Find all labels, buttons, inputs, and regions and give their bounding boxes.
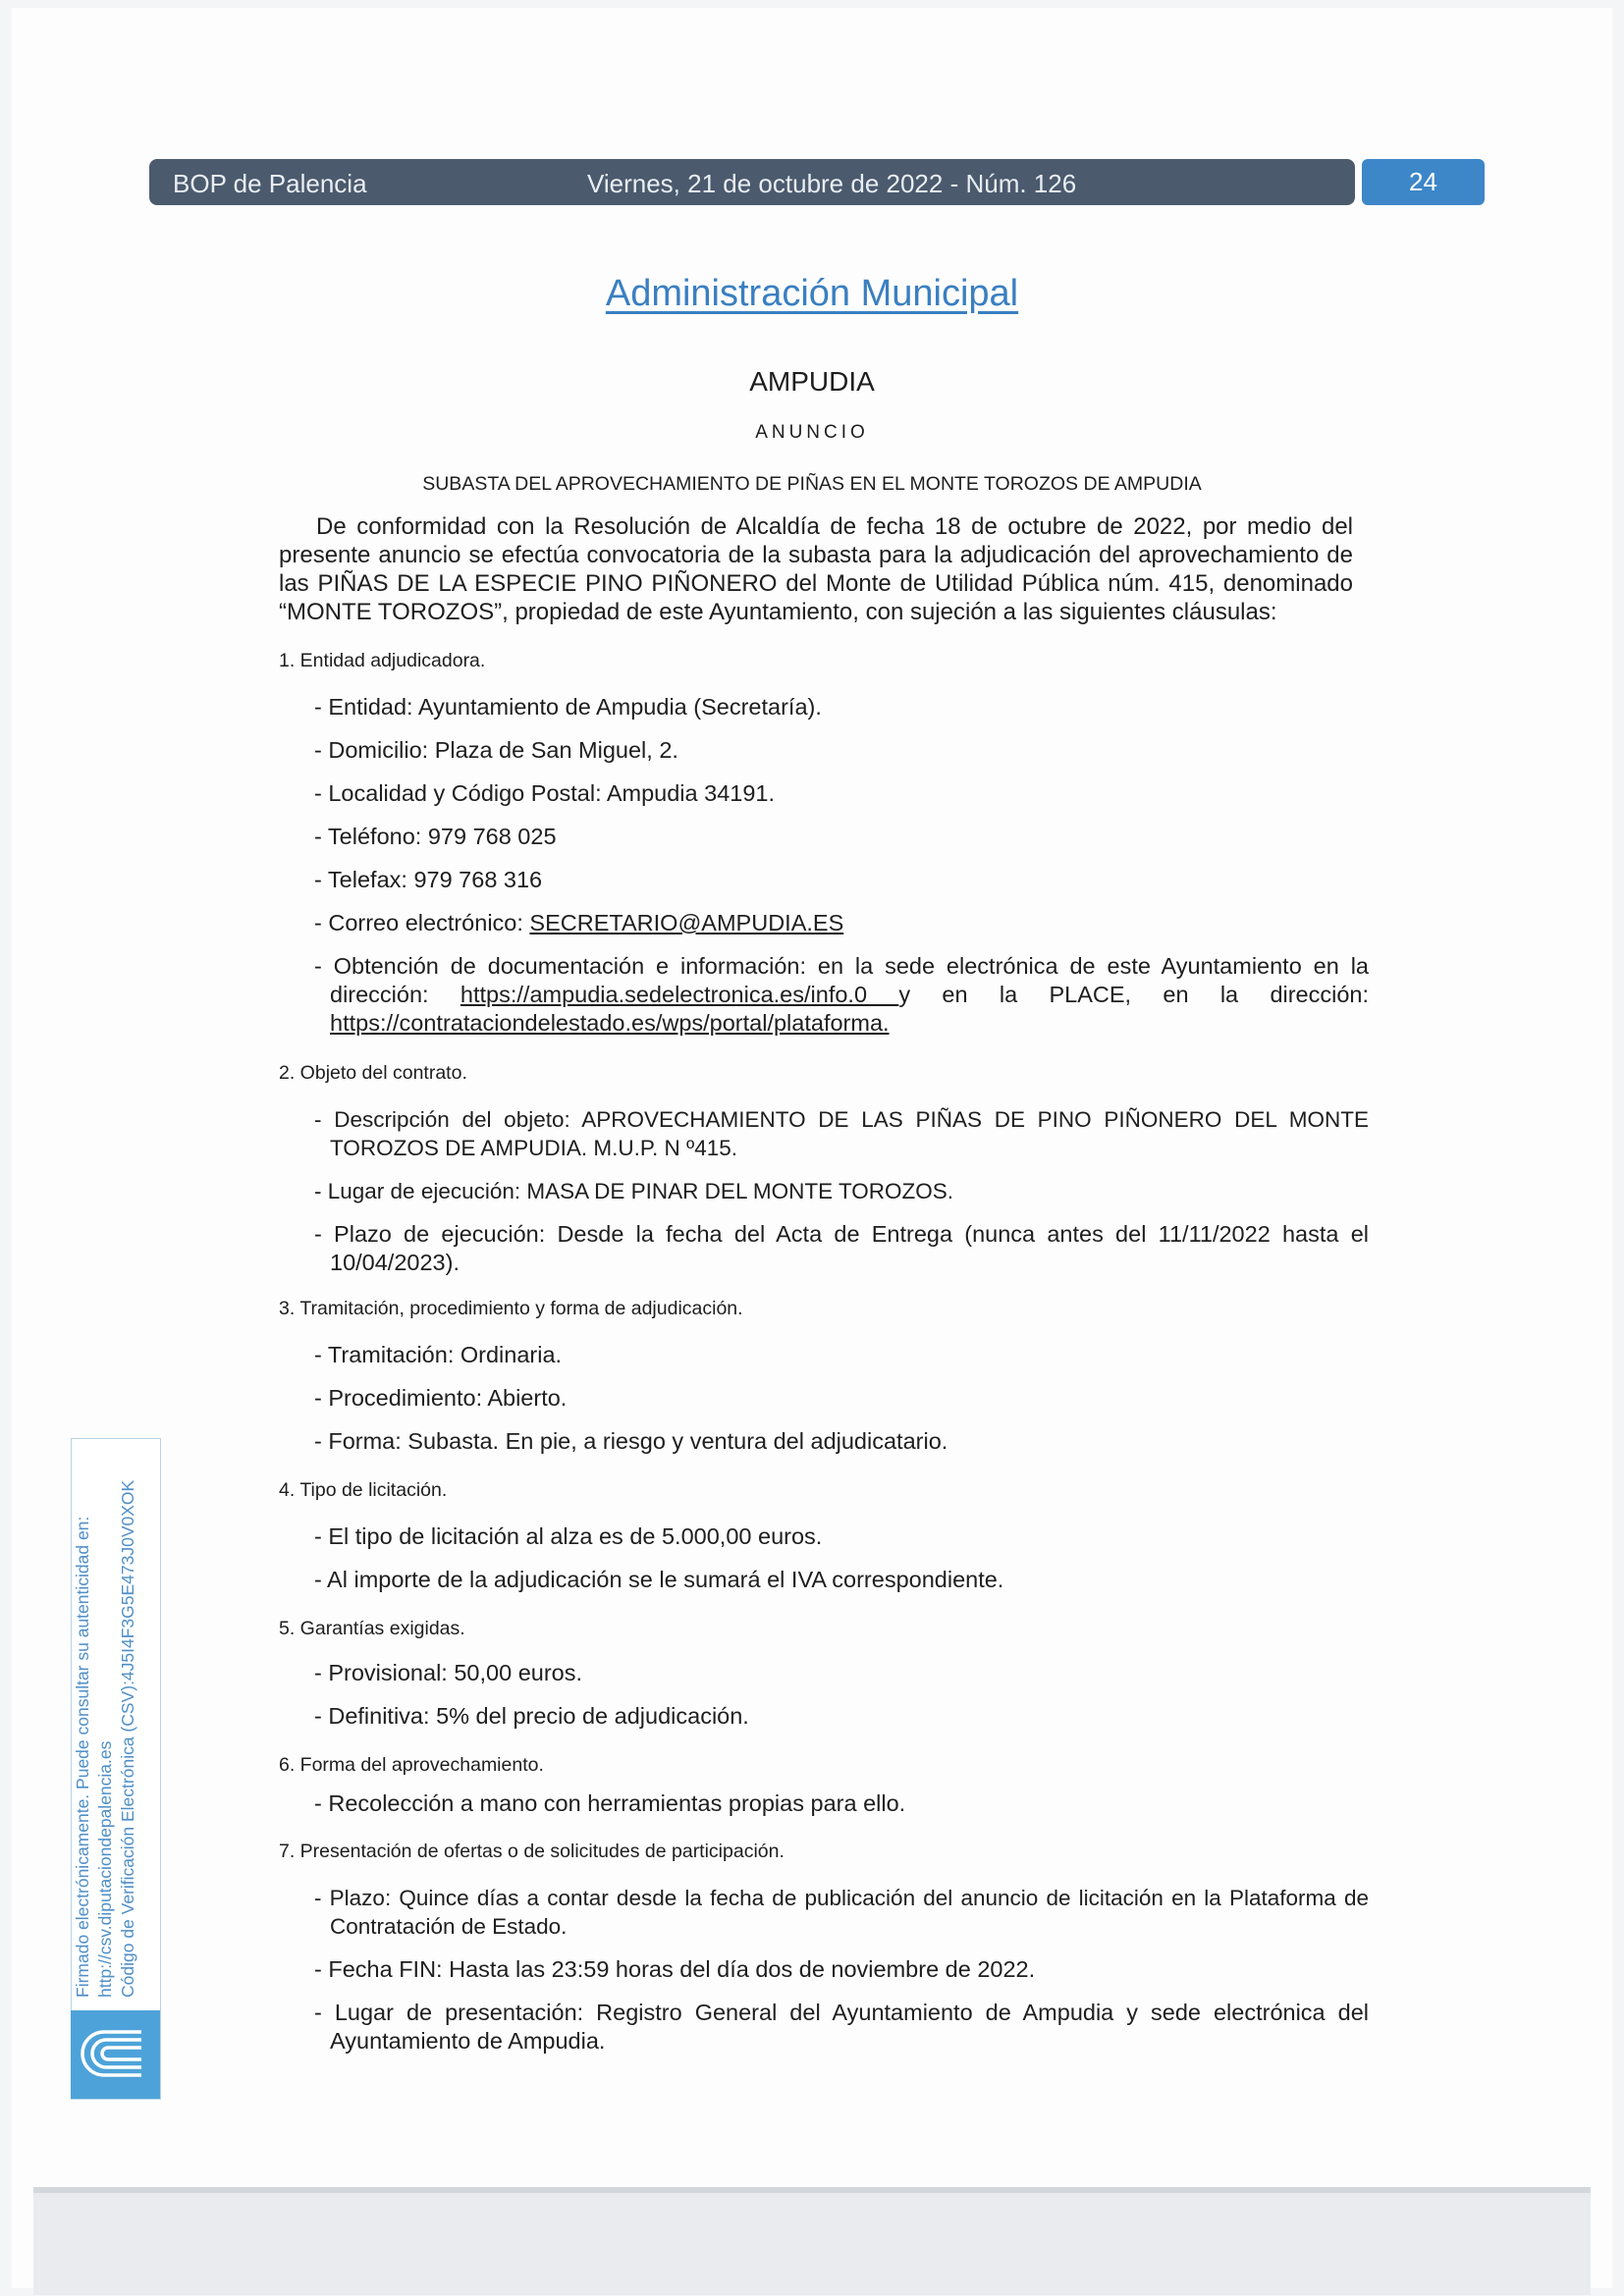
issue-date: Viernes, 21 de octubre de 2022 - Núm. 126 [587, 169, 1077, 198]
list-item: - Teléfono: 979 768 025 [314, 824, 557, 849]
header-bar [149, 159, 1355, 205]
section-heading-2: 2. Objeto del contrato. [279, 1062, 467, 1084]
list-item: - El tipo de licitación al alza es de 5.000,00 euros. [314, 1523, 823, 1549]
email-label: - Correo electrónico: [314, 910, 530, 935]
list-item: - Al importe de la adjudicación se le sumará el IVA correspondiente. [314, 1567, 1004, 1592]
list-item: - Plazo: Quince días a contar desde la fecha de publicación del anuncio de licitación en la Plataforma de Contratación de Estado. [314, 1886, 1369, 1939]
section-heading-4: 4. Tipo de licitación. [279, 1479, 448, 1501]
list-item: - Tramitación: Ordinaria. [314, 1342, 563, 1367]
list-item: - Definitiva: 5% del precio de adjudicación. [314, 1703, 749, 1729]
section-heading-6: 6. Forma del aprovechamiento. [279, 1754, 544, 1776]
notice-subject: SUBASTA DEL APROVECHAMIENTO DE PIÑAS EN EL MONTE TOROZOS DE AMPUDIA [422, 473, 1202, 495]
list-item: - Plazo de ejecución: Desde la fecha del Acta de Entrega (nunca antes del 11/11/2022 hasta el 10/04/2023). [314, 1221, 1369, 1275]
list-item: - Localidad y Código Postal: Ampudia 34191. [314, 780, 776, 806]
documentation-item [314, 952, 1369, 1038]
documentation-middle-text: y en la PLACE, en la dirección: [898, 982, 1370, 1007]
page-footer-band [33, 2187, 1591, 2295]
list-item: - Domicilio: Plaza de San Miguel, 2. [314, 737, 678, 763]
list-item: - Forma: Subasta. En pie, a riesgo y ventura del adjudicatario. [314, 1428, 948, 1454]
verification-csv: Código de Verificación Electrónica (CSV):4J5I4F3G5E473J0V0XOK [118, 1479, 137, 1998]
verification-line-1: Firmado electrónicamente. Puede consultar su autenticidad en: [73, 1516, 92, 1998]
municipality-name: AMPUDIA [749, 366, 875, 397]
publication-name: BOP de Palencia [173, 169, 367, 198]
email-item [314, 909, 1369, 937]
section-heading-5: 5. Garantías exigidas. [279, 1618, 465, 1639]
diputacion-logo [71, 2010, 160, 2099]
list-item: - Descripción del objeto: APROVECHAMIENTO DE LAS PIÑAS DE PINO PIÑONERO DEL MONTE TOROZOS DE AMPUDIA. M.U.P. N º415. [314, 1107, 1369, 1160]
section-heading-1: 1. Entidad adjudicadora. [279, 650, 486, 671]
section-heading-7: 7. Presentación de ofertas o de solicitudes de participación. [279, 1841, 785, 1862]
place-link[interactable]: https://contrataciondelestado.es/wps/portal/plataforma. [330, 1010, 890, 1036]
verification-text [72, 1448, 160, 1998]
document-type: ANUNCIO [755, 422, 869, 443]
list-item: - Telefax: 979 768 316 [314, 867, 543, 892]
list-item: - Procedimiento: Abierto. [314, 1385, 568, 1411]
list-item: - Recolección a mano con herramientas propias para ello. [314, 1790, 906, 1816]
list-item: - Lugar de presentación: Registro General del Ayuntamiento de Ampudia y sede electrónica del Ayuntamiento de Ampudia. [314, 2000, 1369, 2054]
list-item: - Lugar de ejecución: MASA DE PINAR DEL MONTE TOROZOS. [314, 1179, 954, 1203]
intro-paragraph: De conformidad con la Resolución de Alcaldía de fecha 18 de octubre de 2022, por medio del presente anuncio se efectúa convocatoria de la subasta para la adjudicación del aprovechamiento de las PIÑAS DE LA ESPECIE PINO PIÑONERO del Monte de Utilidad Pública núm. 415, denominado “MONTE TOROZOS”, propiedad de este Ayuntamiento, con sujeción a las siguientes cláusulas: [279, 513, 1353, 625]
section-heading-3: 3. Tramitación, procedimiento y forma de adjudicación. [279, 1298, 743, 1319]
documentation-text: - Obtención de documentación e información: en la sede electrónica de este Ayuntamiento en la dirección: [314, 953, 1369, 1007]
list-item: - Provisional: 50,00 euros. [314, 1660, 583, 1685]
section-title [0, 273, 1624, 315]
verification-url[interactable]: http://csv.diputaciondepalencia.es [95, 1740, 115, 1998]
diputacion-logo-icon [71, 2010, 160, 2099]
page-number: 24 [1362, 159, 1485, 205]
email-link[interactable]: SECRETARIO@AMPUDIA.ES [529, 910, 844, 935]
list-item: - Fecha FIN: Hasta las 23:59 horas del día dos de noviembre de 2022. [314, 1956, 1036, 1982]
list-item: - Entidad: Ayuntamiento de Ampudia (Secretaría). [314, 694, 822, 720]
sede-electronica-link[interactable]: https://ampudia.sedelectronica.es/info.0 [460, 982, 899, 1007]
section-title-text: Administración Municipal [605, 273, 1019, 314]
